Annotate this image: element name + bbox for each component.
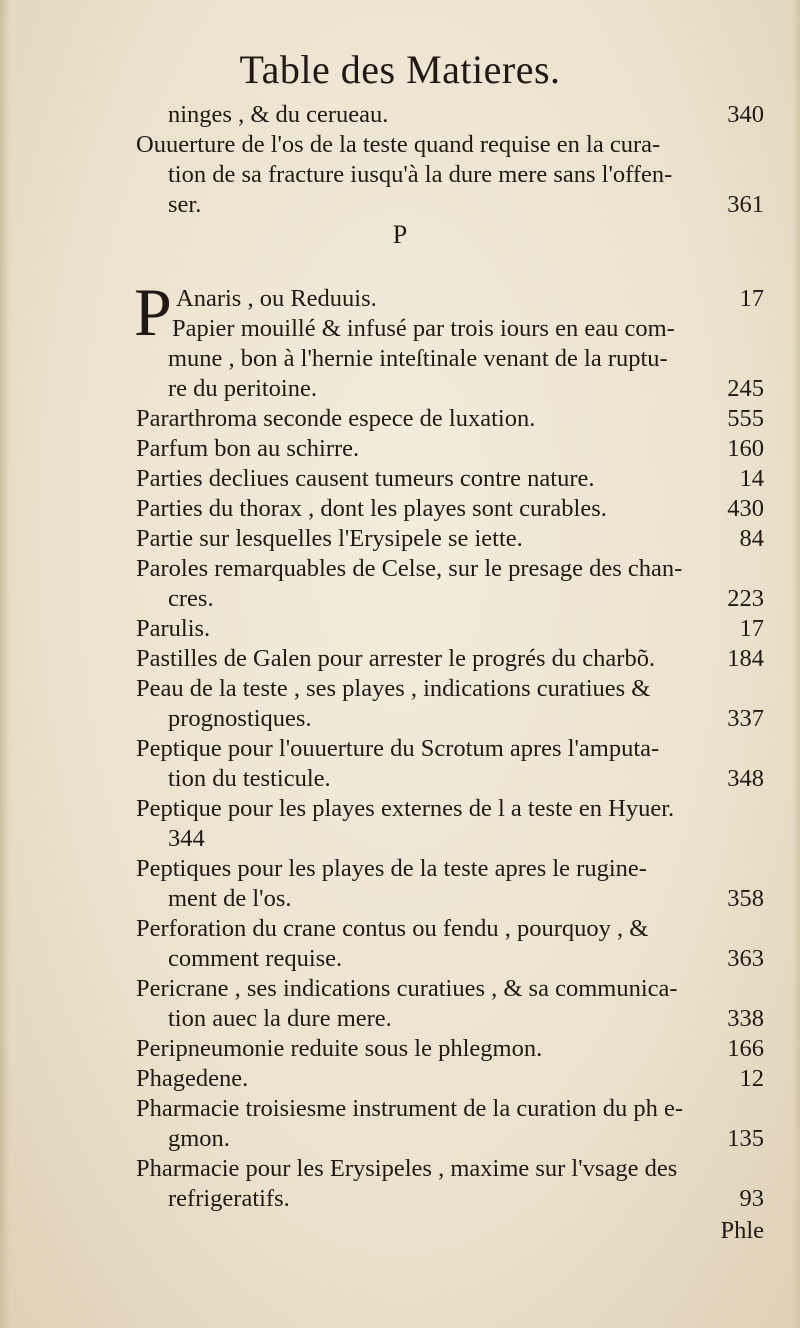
page-number: 135 xyxy=(727,1125,764,1152)
entry-line xyxy=(136,1034,764,1064)
entry-text: Parties decliues causent tumeurs contre nature. xyxy=(136,465,595,492)
entry-text: Parulis. xyxy=(136,615,211,642)
entry-text: Pericrane , ses indications curatiues , & sa communica- xyxy=(136,975,678,1002)
page-number: 363 xyxy=(727,945,764,972)
catchword: Phle xyxy=(720,1217,764,1244)
entry-text: prognostiques. xyxy=(168,705,312,732)
entry-text: Pastilles de Galen pour arrester le progrés du charbõ. xyxy=(136,645,656,672)
page-number: 358 xyxy=(727,885,764,912)
entry-line xyxy=(136,734,764,764)
page-number: 348 xyxy=(727,765,764,792)
entry-text: Perforation du crane contus ou fendu , pourquoy , & xyxy=(136,915,649,942)
page-number: 160 xyxy=(727,435,764,462)
entry-line xyxy=(176,284,764,314)
entry-line xyxy=(172,314,764,344)
entry-text: tion du testicule. xyxy=(168,765,331,792)
entry-line xyxy=(168,764,764,794)
entry-line xyxy=(136,494,764,524)
entry-text: ment de l'os. xyxy=(168,885,292,912)
entry-text: Ouuerture de l'os de la teste quand requise en la cura- xyxy=(136,131,661,158)
entry-text: Pharmacie troisiesme instrument de la curation du ph e- xyxy=(136,1095,684,1122)
entry-line xyxy=(136,854,764,884)
entry-line xyxy=(136,674,764,704)
page-title: Table des Matieres. xyxy=(239,47,561,92)
entry-line xyxy=(168,1124,764,1154)
drop-cap: P xyxy=(134,274,172,350)
entry-line xyxy=(168,884,764,914)
entry-line xyxy=(168,944,764,974)
entry-text: re du peritoine. xyxy=(168,375,317,402)
entry-text: Papier mouillé & infusé par trois iours en eau com- xyxy=(172,315,675,342)
page-number: 245 xyxy=(727,375,764,402)
entry-line xyxy=(136,614,764,644)
page-number: 338 xyxy=(727,1005,764,1032)
entry-text: Paroles remarquables de Celse, sur le presage des chan- xyxy=(136,555,683,582)
entry-line xyxy=(168,190,764,220)
entry-line xyxy=(136,914,764,944)
entry-text: Pharmacie pour les Erysipeles , maxime sur l'vsage des xyxy=(136,1155,678,1182)
entry-line xyxy=(136,404,764,434)
page-number: 166 xyxy=(727,1035,764,1062)
page-number: 430 xyxy=(727,495,764,522)
page-number: 555 xyxy=(727,405,764,432)
page-number: 340 xyxy=(727,101,764,128)
entry-text: tion de sa fracture iusqu'à la dure mere sans l'offen- xyxy=(168,161,673,188)
page-number: 17 xyxy=(739,285,764,312)
entry-text: ninges , & du cerueau. xyxy=(168,101,389,128)
entry-line xyxy=(168,704,764,734)
entry-text: Partie sur lesquelles l'Erysipele se iette. xyxy=(136,525,523,552)
entry-line xyxy=(136,524,764,554)
entry-line xyxy=(136,974,764,1004)
entry-text: mune , bon à l'hernie inteſtinale venant de la ruptu- xyxy=(168,345,668,372)
page-number: 17 xyxy=(739,615,764,642)
entry-line xyxy=(136,1154,764,1184)
entry-text: Peripneumonie reduite sous le phlegmon. xyxy=(136,1035,543,1062)
entry-line xyxy=(136,554,764,584)
entry-line xyxy=(168,584,764,614)
entry-line xyxy=(168,344,764,374)
entry-line xyxy=(136,794,764,824)
entry-line xyxy=(168,160,764,190)
page-number: 12 xyxy=(739,1065,764,1092)
page-number: 93 xyxy=(739,1185,764,1212)
entry-line xyxy=(136,434,764,464)
entry-text: Parties du thorax , dont les playes sont curables. xyxy=(136,495,607,522)
entry-text: Peptiques pour les playes de la teste apres le rugine- xyxy=(136,855,647,882)
page-number: 361 xyxy=(727,191,764,218)
page-number: 184 xyxy=(727,645,764,672)
entry-line xyxy=(168,1184,764,1214)
page-number: 84 xyxy=(739,525,764,552)
entry-text: comment requise. xyxy=(168,945,343,972)
entry-text: 344 xyxy=(168,825,205,852)
entry-line xyxy=(168,824,764,854)
entry-text: Parfum bon au schirre. xyxy=(136,435,360,462)
entry-line xyxy=(168,1004,764,1034)
entry-text: Phagedene. xyxy=(136,1065,249,1092)
entry-text: gmon. xyxy=(168,1125,230,1152)
page-number: 14 xyxy=(739,465,764,492)
entry-line xyxy=(136,644,764,674)
entry-line xyxy=(136,1094,764,1124)
entry-line xyxy=(168,374,764,404)
entry-line xyxy=(136,130,764,160)
entry-line xyxy=(168,100,764,130)
page-edge-left xyxy=(0,0,10,1328)
entry-text: tion auec la dure mere. xyxy=(168,1005,392,1032)
entry-text: ser. xyxy=(168,191,202,218)
page-number: 223 xyxy=(727,585,764,612)
page-number: 337 xyxy=(727,705,764,732)
entry-line xyxy=(136,464,764,494)
page-edge-right xyxy=(792,0,800,1328)
entry-text: Peptique pour l'ouuerture du Scrotum apres l'amputa- xyxy=(136,735,660,762)
entry-text: Anaris , ou Reduuis. xyxy=(176,285,377,312)
entry-text: refrigeratifs. xyxy=(168,1185,290,1212)
entry-text: cres. xyxy=(168,585,214,612)
entry-line xyxy=(136,1064,764,1094)
entry-text: Peptique pour les playes externes de l a teste en Hyuer. xyxy=(136,795,675,822)
entry-text: Peau de la teste , ses playes , indications curatiues & xyxy=(136,675,651,702)
section-letter: P xyxy=(392,220,408,249)
entry-text: Pararthroma seconde espece de luxation. xyxy=(136,405,536,432)
